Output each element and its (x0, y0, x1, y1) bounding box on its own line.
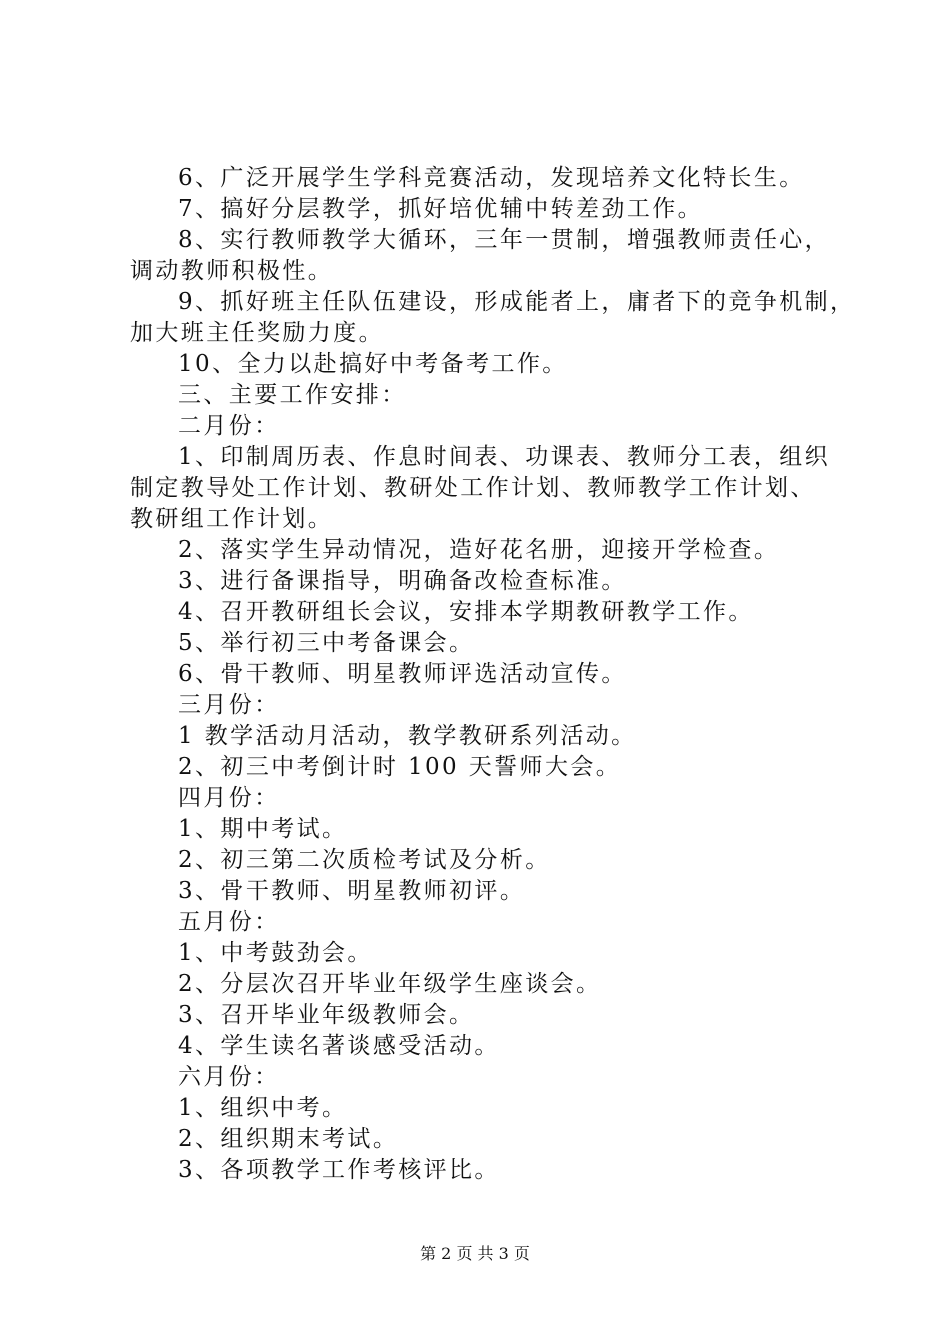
text-line: 4、召开教研组长会议，安排本学期教研教学工作。 (178, 599, 754, 625)
text-line: 6、骨干教师、明星教师评选活动宣传。 (178, 661, 627, 687)
text-line: 1 教学活动月活动，教学教研系列活动。 (178, 723, 637, 749)
text-line: 3、各项教学工作考核评比。 (178, 1157, 500, 1183)
month-heading: 六月份： (178, 1064, 280, 1090)
text-line: 3、骨干教师、明星教师初评。 (178, 878, 526, 904)
text-line: 2、落实学生异动情况，造好花名册，迎接开学检查。 (178, 537, 780, 563)
text-line: 2、初三中考倒计时 100 天誓师大会。 (178, 754, 622, 780)
text-line: 2、初三第二次质检考试及分析。 (178, 847, 551, 873)
text-line: 2、组织期末考试。 (178, 1126, 399, 1152)
month-heading: 四月份： (178, 785, 280, 811)
text-line: 9、抓好班主任队伍建设，形成能者上，庸者下的竞争机制， (178, 289, 856, 315)
text-line: 8、实行教师教学大循环，三年一贯制，增强教师责任心， (178, 227, 831, 253)
text-line: 1、印制周历表、作息时间表、功课表、教师分工表，组织 (178, 444, 831, 470)
text-line: 调动教师积极性。 (130, 258, 334, 284)
month-heading: 五月份： (178, 909, 280, 935)
text-line: 3、进行备课指导，明确备改检查标准。 (178, 568, 627, 594)
text-line: 5、举行初三中考备课会。 (178, 630, 475, 656)
text-line: 1、中考鼓劲会。 (178, 940, 373, 966)
text-line: 加大班主任奖励力度。 (130, 320, 384, 346)
text-line: 1、组织中考。 (178, 1095, 348, 1121)
text-line: 6、广泛开展学生学科竞赛活动，发现培养文化特长生。 (178, 165, 805, 191)
text-line: 4、学生读名著谈感受活动。 (178, 1033, 500, 1059)
text-line: 10、全力以赴搞好中考备考工作。 (178, 351, 568, 377)
text-line: 7、搞好分层教学，抓好培优辅中转差劲工作。 (178, 196, 704, 222)
month-heading: 二月份： (178, 413, 280, 439)
text-line: 教研组工作计划。 (130, 506, 334, 532)
text-line: 制定教导处工作计划、教研处工作计划、教师教学工作计划、 (130, 475, 816, 501)
text-line: 2、分层次召开毕业年级学生座谈会。 (178, 971, 602, 997)
page-number-footer: 第 2 页 共 3 页 (420, 1244, 530, 1263)
text-line: 1、期中考试。 (178, 816, 348, 842)
document-body (130, 163, 856, 1186)
month-heading: 三月份： (178, 692, 280, 718)
text-line: 3、召开毕业年级教师会。 (178, 1002, 475, 1028)
section-heading: 三、主要工作安排： (178, 382, 407, 408)
